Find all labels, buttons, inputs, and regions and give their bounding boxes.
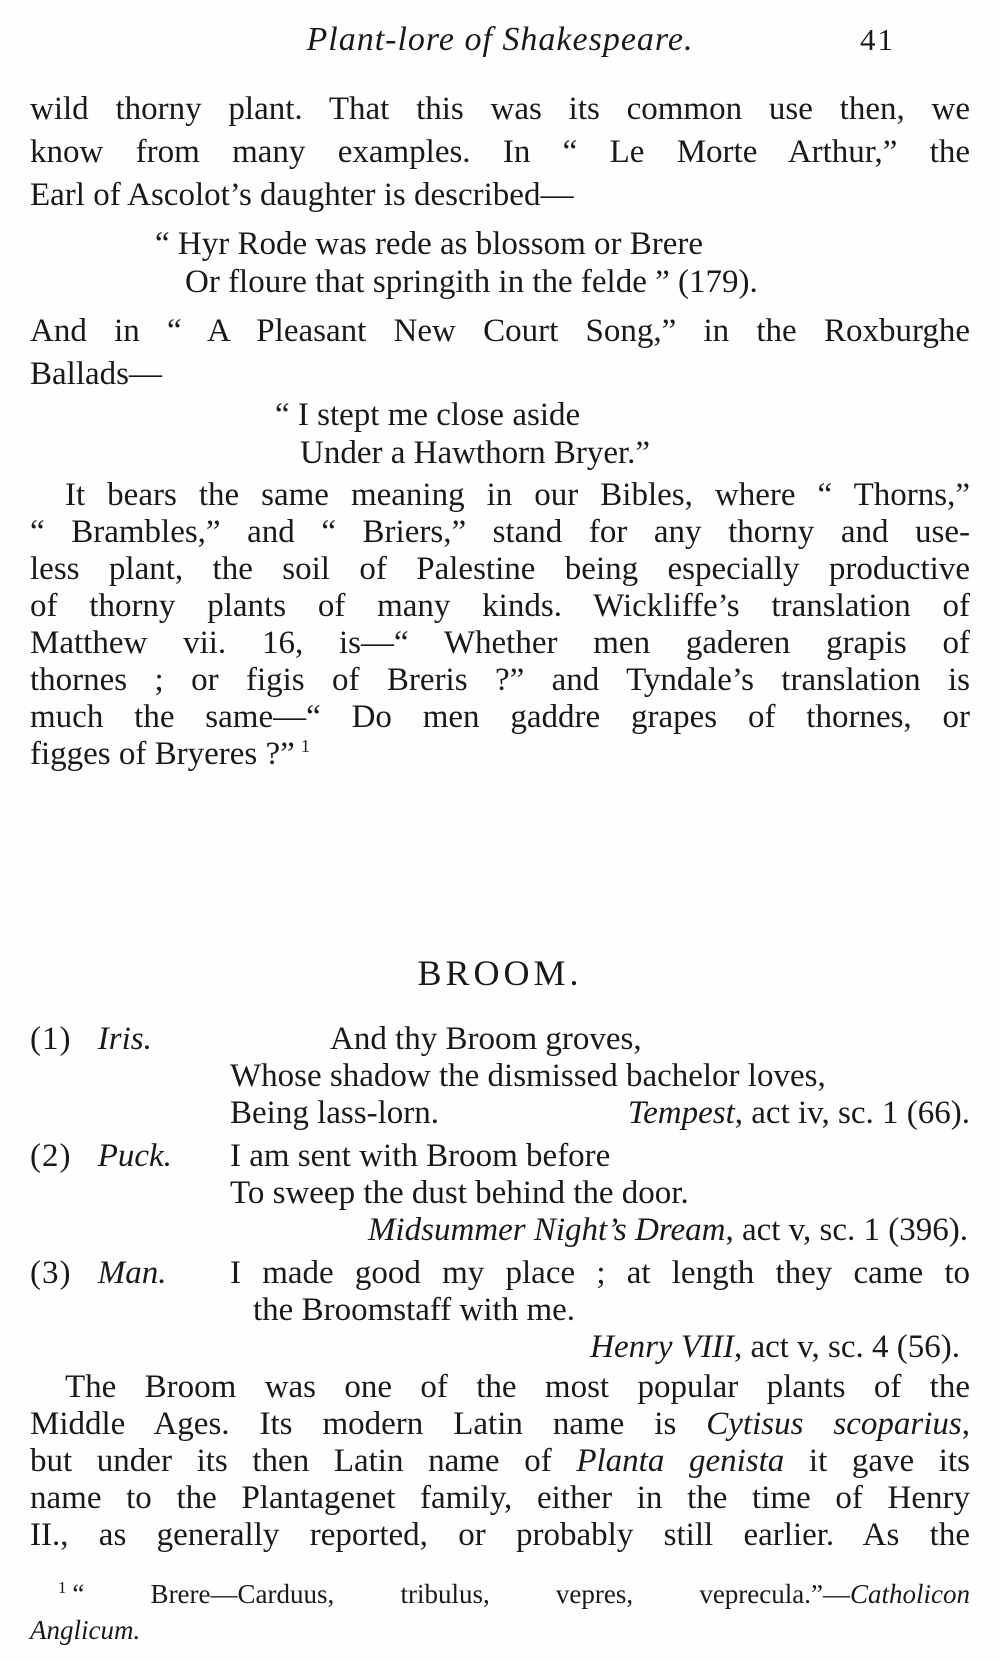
paragraph-thorny-plant bbox=[30, 88, 970, 217]
text-line: II., as generally reported, or probably still earlier. As the bbox=[30, 1517, 970, 1553]
quote-entry-3 bbox=[30, 1255, 970, 1366]
text-line: It bears the same meaning in our Bibles, where “ Thorns,” bbox=[65, 477, 970, 513]
quote-line: I am sent with Broom before bbox=[230, 1138, 611, 1174]
text-line bbox=[30, 736, 970, 773]
text-line: name to the Plantagenet family, either in the time of Henry bbox=[30, 1480, 970, 1516]
text-line: Ballads— bbox=[30, 356, 162, 392]
text-line: Earl of Ascolot’s daughter is described— bbox=[30, 177, 574, 213]
quote-citation bbox=[30, 1212, 968, 1249]
quote-citation bbox=[30, 1329, 960, 1366]
page-number: 41 bbox=[860, 22, 895, 57]
verse-line: “ I stept me close aside bbox=[275, 397, 581, 433]
running-title: Plant-lore of Shakespeare. bbox=[306, 21, 694, 58]
citation-title: Tempest bbox=[627, 1095, 735, 1131]
quote-speaker: Man. bbox=[97, 1255, 167, 1291]
text-line: And in “ A Pleasant New Court Song,” in the Roxburghe bbox=[30, 313, 970, 349]
quote-speaker: Puck. bbox=[97, 1138, 172, 1174]
page-header bbox=[30, 18, 970, 62]
quote-line: To sweep the dust behind the door. bbox=[230, 1175, 689, 1211]
footnote-text: “ Brere—Carduus, tribulus, vepres, veprecula.”— bbox=[72, 1579, 850, 1609]
quote-line: And thy Broom groves, bbox=[330, 1021, 642, 1057]
footnote-reference: 1 bbox=[300, 736, 310, 756]
footnote-marker: 1 bbox=[58, 1578, 67, 1597]
text-segment: figges of Bryeres ?” bbox=[30, 736, 295, 772]
citation-ref: , act iv, sc. 1 (66). bbox=[734, 1095, 970, 1131]
citation-title: Henry VIII bbox=[590, 1329, 734, 1365]
text-segment: but under its then Latin name of bbox=[30, 1443, 577, 1479]
quote-entry-2 bbox=[30, 1138, 970, 1249]
text-line: much the same—“ Do men gaddre grapes of thornes, or bbox=[30, 699, 970, 735]
quote-number: (3) bbox=[30, 1255, 72, 1291]
citation-title: Midsummer Night’s Dream bbox=[367, 1212, 726, 1248]
paragraph-bibles bbox=[30, 477, 970, 773]
text-line: “ Brambles,” and “ Briers,” stand for any thorny and use- bbox=[30, 514, 970, 550]
text-line: of thorny plants of many kinds. Wickliffe’s translation of bbox=[30, 588, 970, 624]
quote-line: the Broomstaff with me. bbox=[253, 1292, 576, 1328]
quote-line: Whose shadow the dismissed bachelor loves, bbox=[230, 1058, 826, 1094]
section-heading-broom: BROOM. bbox=[417, 953, 583, 993]
latin-name-planta-genista: Planta genista bbox=[576, 1443, 785, 1479]
text-line: less plant, the soil of Palestine being especially productive bbox=[30, 551, 970, 587]
quote-line-with-citation bbox=[30, 1095, 970, 1132]
latin-name-cytisus: Cytisus scoparius bbox=[706, 1406, 962, 1442]
text-line: Matthew vii. 16, is—“ Whether men gaderen grapis of bbox=[30, 625, 970, 661]
quote-label bbox=[30, 1021, 152, 1058]
citation-ref: , act v, sc. 1 (396). bbox=[725, 1212, 968, 1248]
quote-number: (1) bbox=[30, 1021, 72, 1057]
footnote-line bbox=[30, 1576, 970, 1612]
verse-quote-hawthorn bbox=[275, 396, 970, 472]
quote-line: I made good my place ; at length they came to bbox=[230, 1255, 970, 1291]
quote-label bbox=[30, 1255, 166, 1292]
text-segment: Middle Ages. Its modern Latin name is bbox=[30, 1406, 707, 1442]
text-line: The Broom was one of the most popular plants of the bbox=[65, 1369, 970, 1405]
footnote bbox=[30, 1576, 970, 1648]
text-line: wild thorny plant. That this was its common use then, we bbox=[30, 91, 970, 127]
verse-line: Or floure that springith in the felde ” (179). bbox=[185, 264, 758, 300]
quote-citation bbox=[628, 1095, 970, 1132]
verse-line: Under a Hawthorn Bryer.” bbox=[300, 435, 651, 471]
quote-number: (2) bbox=[30, 1138, 72, 1174]
verse-quote-brere bbox=[155, 225, 970, 301]
quote-label bbox=[30, 1138, 172, 1175]
footnote-line bbox=[30, 1612, 970, 1648]
text-segment: it gave its bbox=[784, 1443, 970, 1479]
citation-ref: , act v, sc. 4 (56). bbox=[733, 1329, 960, 1365]
text-segment: , bbox=[961, 1406, 970, 1442]
quote-speaker: Iris. bbox=[97, 1021, 152, 1057]
quote-entry-1 bbox=[30, 1021, 970, 1132]
paragraph-broom-history bbox=[30, 1369, 970, 1554]
verse-line: “ Hyr Rode was rede as blossom or Brere bbox=[155, 226, 704, 262]
text-line bbox=[30, 1443, 970, 1480]
footnote-source-title: Anglicum. bbox=[30, 1615, 141, 1645]
text-line: know from many examples. In “ Le Morte Arthur,” the bbox=[30, 134, 970, 170]
quote-line: Being lass-lorn. bbox=[230, 1095, 439, 1131]
quotation-list bbox=[30, 1021, 970, 1366]
text-line bbox=[30, 1406, 970, 1443]
text-line: thornes ; or figis of Breris ?” and Tyndale’s translation is bbox=[30, 662, 970, 698]
paragraph-roxburghe bbox=[30, 310, 970, 396]
footnote-source-title: Catholicon bbox=[850, 1579, 970, 1609]
